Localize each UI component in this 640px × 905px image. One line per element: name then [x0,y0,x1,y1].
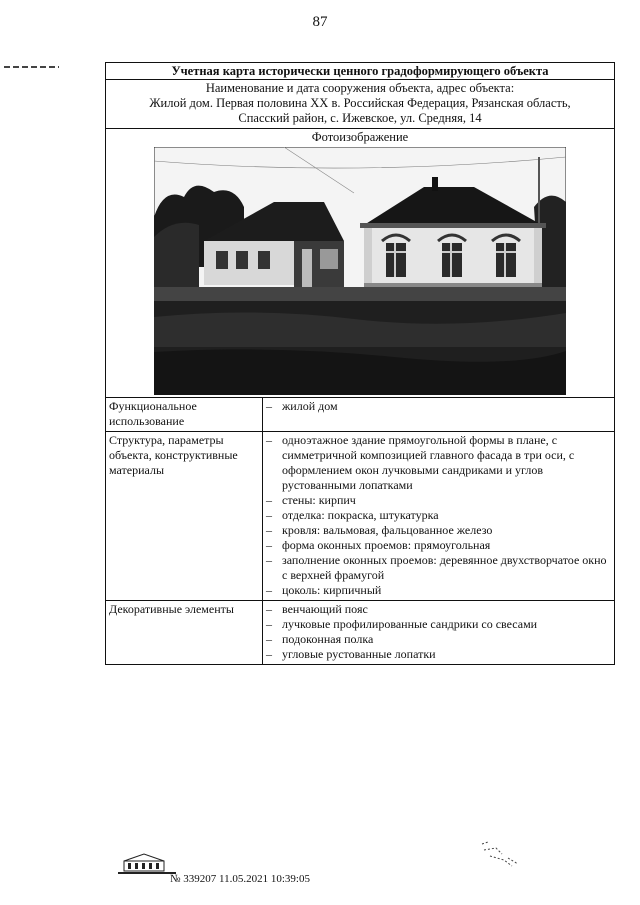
page-number: 87 [312,14,328,30]
edge-mark [4,66,59,68]
dash-marker: – [266,493,272,507]
signature-mark-icon [478,838,522,872]
card-title: Учетная карта исторически ценного градоформирующего объекта [106,63,614,80]
list-item: – форма оконных проемов: прямоугольная [266,538,491,552]
list-item: – подоконная полка [266,632,374,646]
row-label: Функциональное использование [106,398,263,432]
dash-marker: – [266,647,272,661]
address-line: Спасский район, с. Ижевское, ул. Средняя, 14 [238,111,482,125]
dash-marker: – [266,553,272,567]
list-item: – заполнение оконных проемов: деревянное двухстворчатое окно с верхней фрамугой [266,553,607,582]
row-values [263,432,615,601]
photo-section [106,129,614,398]
table-row [106,398,614,432]
photo-caption: Фотоизображение [311,130,409,144]
house-photo [154,147,566,395]
list-item: – одноэтажное здание прямоугольной формы в плане, с симметричной композицией главного фасада в три оси, с оформлением окон лучковыми сандриками и углов рустованными лопатками [266,433,575,492]
dash-marker: – [266,632,272,646]
list-item: – стены: кирпич [266,493,356,507]
list-item: – цоколь: кирпичный [266,583,382,597]
dash-marker: – [266,602,272,616]
dash-marker: – [266,399,272,413]
attributes-table [106,398,614,664]
object-address [106,80,614,129]
dash-marker: – [266,617,272,631]
row-label: Декоративные элементы [106,601,263,665]
list-item: – угловые рустованные лопатки [266,647,436,661]
table-row [106,432,614,601]
dash-marker: – [266,583,272,597]
list-item: – кровля: вальмовая, фальцованное железо [266,523,493,537]
table-row [106,601,614,665]
registration-card [105,62,615,665]
list-item: – венчающий пояс [266,602,368,616]
dash-marker: – [266,523,272,537]
row-label: Структура, параметры объекта, конструктивные материалы [106,432,263,601]
row-values [263,398,615,432]
dash-marker: – [266,508,272,522]
list-item: – отделка: покраска, штукатурка [266,508,439,522]
registration-number: № 339207 11.05.2021 10:39:05 [170,873,310,885]
dash-marker: – [266,433,272,447]
row-values [263,601,615,665]
archive-stamp-icon [118,853,176,875]
list-item: – жилой дом [266,399,338,413]
dash-marker: – [266,538,272,552]
address-line: Жилой дом. Первая половина XX в. Российская Федерация, Рязанская область, [149,96,571,110]
list-item: – лучковые профилированные сандрики со свесами [266,617,538,631]
address-line: Наименование и дата сооружения объекта, адрес объекта: [205,81,515,95]
